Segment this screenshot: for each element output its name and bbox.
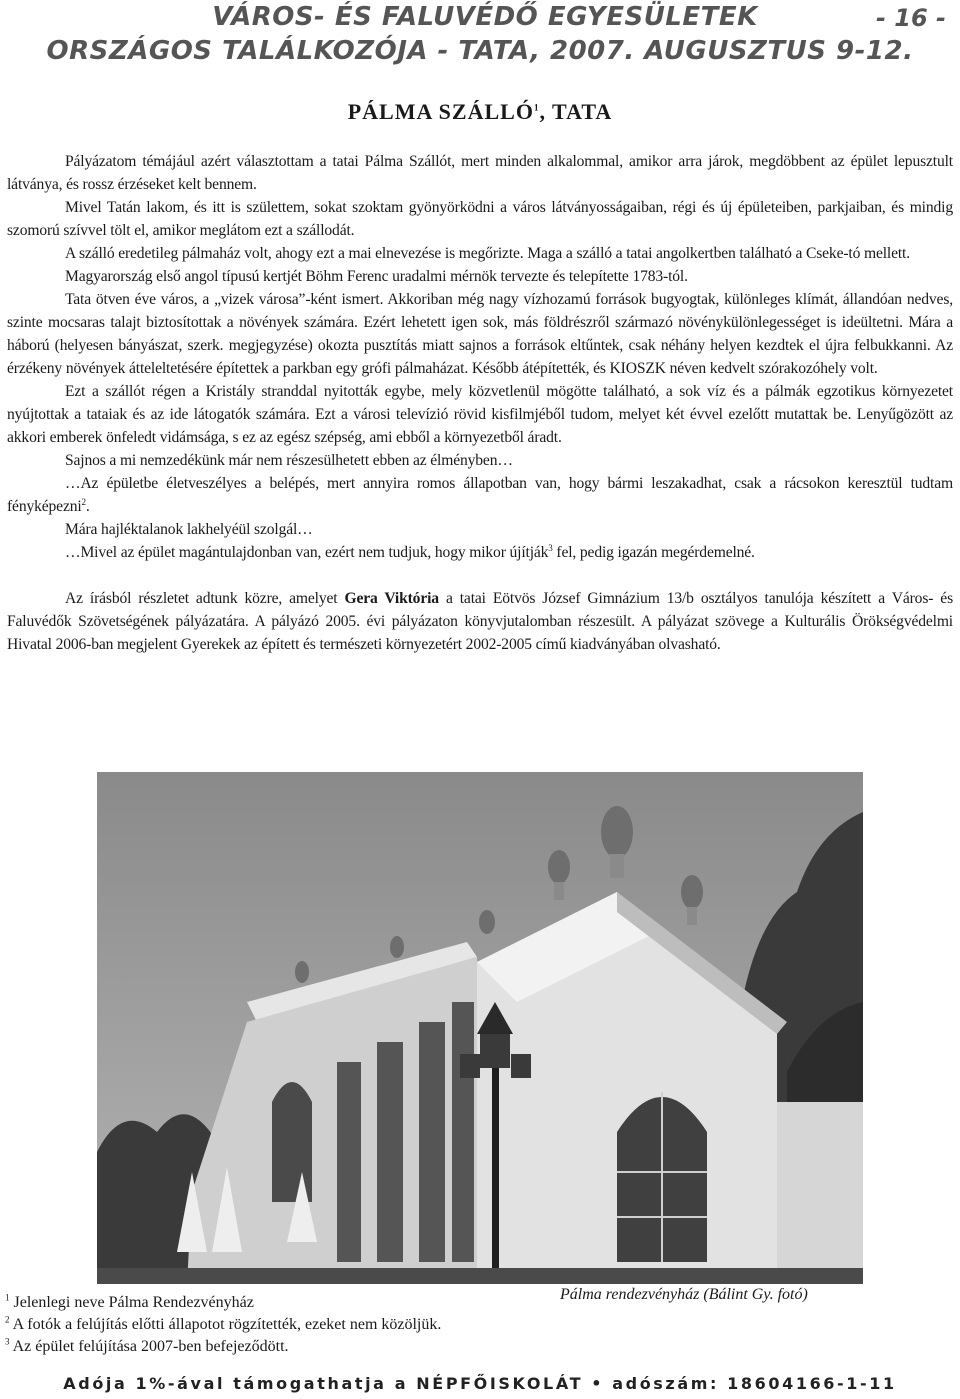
- paragraph-3: A szálló eredetileg pálmaház volt, ahogy ezt a mai elnevezése is megőrizte. Maga a szálló a tatai angolkertben található a Cseke-tó mellett.: [65, 245, 910, 262]
- footnote-ref-3: 3: [548, 542, 553, 553]
- footnote-3-number: 3: [5, 1336, 10, 1347]
- paragraph-7: Sajnos a mi nemzedékünk már nem részesülhetett ebben az élményben…: [65, 452, 513, 469]
- footnote-2-text: A fotók a felújítás előtti állapotot rögzítették, ezeket nem közöljük.: [9, 1316, 442, 1333]
- paragraph-10-end: fel, pedig igazán megérdemelné.: [552, 544, 755, 561]
- paragraph-10-text: …Mivel az épület magántulajdonban van, ezért nem tudjuk, hogy mikor újítják: [65, 544, 549, 561]
- footnote-1-text: Jelenlegi neve Pálma Rendezvényház: [9, 1294, 254, 1311]
- article-body: [7, 150, 953, 656]
- footnotes: [5, 1292, 441, 1358]
- credit-paragraph: [7, 587, 953, 656]
- paragraph-4: Magyarország első angol típusú kertjét Böhm Ferenc uradalmi mérnök tervezte és telepítette 1783-tól.: [65, 268, 688, 285]
- header-line-1: VÁROS- ÉS FALUVÉDŐ EGYESÜLETEK: [212, 2, 758, 32]
- footnote-1: [5, 1292, 441, 1314]
- paragraph-1: Pályázatom témájául azért választottam a tatai Pálma Szállót, mert minden alkalommal, amikor arra járok, megdöbbent az épület lepusztult látványa, és rossz érzéseket kelt bennem.: [7, 153, 953, 193]
- building-photo: [97, 772, 863, 1284]
- photo-caption: Pálma rendezvényház (Bálint Gy. fotó): [560, 1286, 808, 1303]
- credit-text-b: a tatai Eötvös József Gimnázium 13/b osztályos tanulója készített a Város- és Faluvédők Szövetségének pályázatára. A pályázó 2005. évi pályázaton könyvjutalomban részesült. A pályázat szövege a Kulturális Örökségvédelmi Hivatal 2006-ban megjelent Gyerekek az épített és természeti környezetért 2002-2005 című kiadványában olvasható.: [7, 590, 953, 653]
- footnote-2-number: 2: [5, 1314, 10, 1325]
- footnote-2: [5, 1314, 441, 1336]
- page-number: - 16 -: [875, 4, 946, 32]
- paragraph-8: [7, 472, 953, 518]
- paragraph-10: [7, 541, 953, 564]
- header-line-2: ORSZÁGOS TALÁLKOZÓJA - TATA, 2007. AUGUSZTUS 9-12.: [46, 36, 914, 66]
- paragraph-8-end: .: [85, 498, 90, 515]
- footer-tax-notice: Adója 1%-ával támogathatja a NÉPFŐISKOLÁT • adószám: 18604166-1-11: [63, 1374, 897, 1393]
- footnote-3: [5, 1336, 441, 1358]
- paragraph-8-text: …Az épületbe életveszélyes a belépés, mert annyira romos állapotban van, hogy bármi leszakadhat, csak a rácsokon keresztül tudtam fényképezni: [7, 475, 953, 515]
- footnote-ref-2: 2: [81, 496, 86, 507]
- paragraph-9: Mára hajléktalanok lakhelyéül szolgál…: [65, 521, 313, 538]
- footnote-1-number: 1: [5, 1292, 10, 1303]
- paragraph-2: Mivel Tatán lakom, és itt is születtem, sokat szoktam gyönyörködni a város látványosságaiban, régi és új épületeiben, parkjaiban, és mindig szomorú szívvel tölt el, amikor meglátom ezt a szállodát.: [7, 199, 953, 239]
- paragraph-6: Ezt a szállót régen a Kristály stranddal nyitották egybe, mely közvetlenül mögötte található, a sok víz és a pálmák egzotikus környezetet nyújtottak a tataiak és az ide látogatók számára. Ezt a városi televízió rövid kisfilmjéből tudom, melyet két évvel ezelőtt mutattak be. Lenyűgözött az akkori emberek önfeledt vidámsága, s ez az egész szépség, ami ebből a környezetből áradt.: [7, 383, 953, 446]
- credit-text-a: Az írásból részletet adtunk közre, amelyet: [65, 590, 345, 607]
- title-footnote-ref: 1: [533, 102, 540, 113]
- author-name: Gera Viktória: [344, 590, 439, 607]
- paragraph-5: Tata ötven éve város, a „vizek városa”-ként ismert. Akkoriban még nagy vízhozamú források bugyogtak, különleges klímát, állandóan nedves, szinte mocsaras talajt biztosítottak a növények számára. Ezért lehetett igen sok, más földrészről származó növénykülönlegességet is ideültetni. Mára a háború (helyesen bányászat, szerk. megjegyzése) okozta pusztítás miatt sajnos a források eltűntek, csak néhány helyen kezdtek el újra felbukkanni. Az érzékeny növények átteleltetésére építettek a parkban egy grófi pálmaházat. Később átépítették, és KIOSZK néven kedvelt szórakozóhely volt.: [7, 291, 953, 377]
- article-title: [0, 99, 960, 125]
- footnote-3-text: Az épület felújítása 2007-ben befejeződött.: [9, 1338, 289, 1355]
- article-title-place: , TATA: [539, 99, 613, 124]
- article-title-text: PÁLMA SZÁLLÓ: [347, 99, 534, 124]
